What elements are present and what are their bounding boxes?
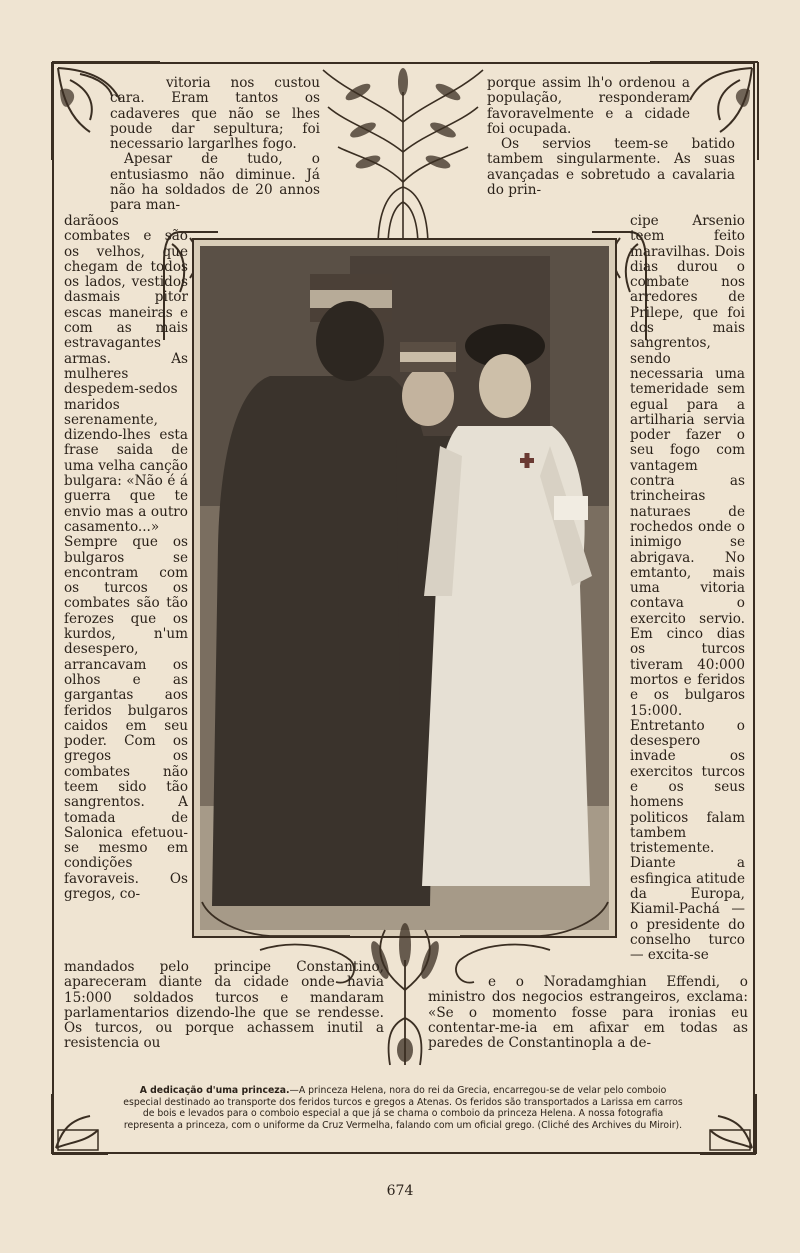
- bottom-left-ornament: [50, 1090, 110, 1156]
- bottom-right-ornament: [698, 1090, 758, 1156]
- text-column-bottom-left: [64, 960, 384, 1052]
- photograph: [200, 246, 609, 930]
- leaf-ornament-top: [318, 62, 488, 252]
- paragraph: Apesar de tudo, o entusiasmo não diminue. Já não ha soldados de 20 annos para man-: [110, 151, 320, 214]
- text-column-left-top: [110, 76, 320, 214]
- page-number: 674: [386, 1183, 414, 1199]
- photo-caption: [120, 1085, 686, 1131]
- text-column-right-top: [487, 76, 745, 198]
- text-column-left-narrow: [64, 214, 188, 902]
- paragraph: cipe Arsenio teem feito maravilhas. Dois dias durou o combate nos arredores de Prilepe, que foi dos mais sangrentos, sendo necessaria uma temeridade sem egual para a artilharia servia poder fazer o seu fogo com vantagem contra as trincheiras naturaes de rochedos onde o inimigo se abrigava. No emtanto, mais uma vitoria contava o exercito servio. Em cinco dias os turcos tiveram 40:000 mortos e feridos e os bulgaros 15:000. Entretanto o desespero invade os exercitos turcos e os seus homens politicos falam tambem tristemente. Diante a esfingica atitude da Europa, Kiamil-Pachá — o presidente do conselho turco — excita-se: [630, 213, 745, 964]
- text-column-bottom-right: [428, 975, 748, 1051]
- caption-title: A dedicação d'uma princeza.: [139, 1085, 290, 1096]
- photo-illustration: [200, 246, 609, 930]
- paragraph: darãoos combates e são os velhos, que chegam de todos os lados, vestidos dasmais pitor escas maneiras e com as mais estravagantes armas. As mulheres despedem-sedos maridos serenamente, dizendo-lhes esta frase saida de uma velha canção bulgara: «Não é á guerra que te envio mas a outro casamento...» Sempre que os bulgaros se encontram com os turcos os combates são tão ferozes que os kurdos, n'um desespero, arrancavam os olhos e as gargantas aos feridos bulgaros caidos em seu poder. Com os gregos os combates não teem sido tão sangrentos. A tomada de Salonica efetuou-se mesmo em condições favoraveis. Os gregos, co-: [64, 213, 188, 903]
- paragraph: mandados pelo principe Constantino, apareceram diante da cidade onde havia 15:000 soldados turcos e mandaram parlamentarios dizendo-lhe que se rendesse. Os turcos, ou porque achassem inutil a resistencia ou: [64, 959, 384, 1052]
- paragraph: Os servios teem-se batido tambem singularmente. As suas avançadas e sobretudo a cavalaria do prin-: [487, 136, 735, 199]
- paragraph: porque assim lh'o ordenou a população, responderam favoravelmente e a cidade foi ocupada.: [487, 75, 690, 137]
- text-column-right-narrow: [630, 214, 745, 964]
- paragraph: vitoria nos custou cara. Eram tantos os cadaveres que não se lhes poude dar sepultura; foi necessario largarlhes fogo.: [110, 75, 320, 153]
- paragraph: e o Noradamghian Effendi, o ministro dos negocios estrangeiros, exclama: «Se o momento fosse para ironias eu contentar-me-ia em afixar em todas as paredes de Constantinopla a de-: [428, 974, 748, 1052]
- caption-body: —A princeza Helena, nora do rei da Grecia, encarregou-se de velar pelo comboio especial destinado ao transporte dos feridos turcos e gregos a Atenas. Os feridos são transportados a Larissa em carros de bois e levados para o comboio especial a que já se chama o comboio da princeza Helena. A nossa fotografia representa a princeza, com o uniforme da Cruz Vermelha, falando com um oficial grego. (Cliché des Archives du Miroir).: [123, 1085, 683, 1131]
